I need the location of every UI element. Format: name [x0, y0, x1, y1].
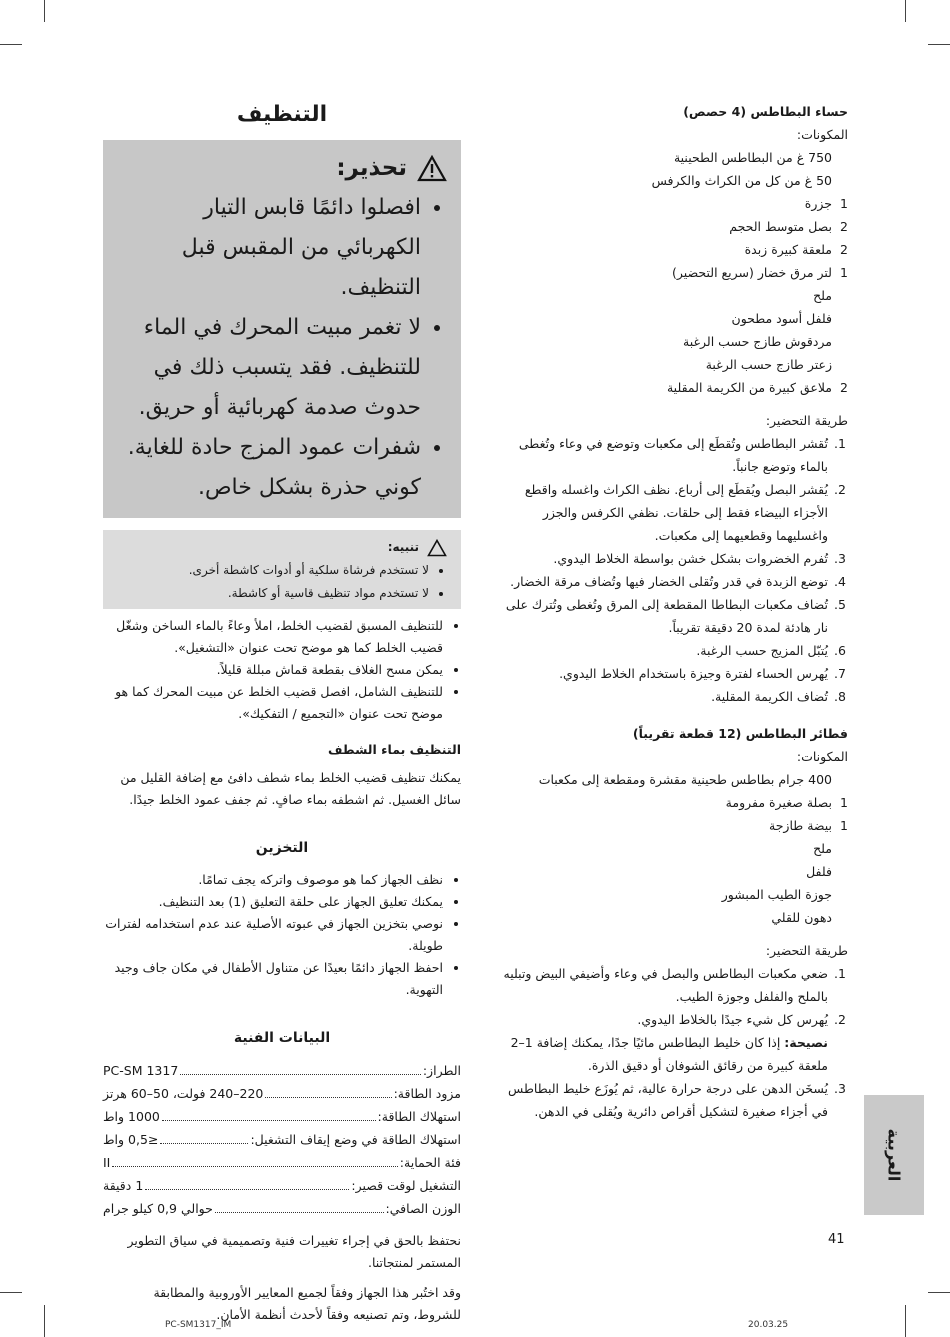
crop-mark: [0, 44, 22, 45]
ingredient-item: 1 جزرة: [804, 196, 848, 211]
storage-item: • نظف الجهاز كما هو موصوف واتركه يجف تمامًا.: [103, 869, 443, 891]
step-item: 3. تُفرم الخضروات بشكل خشن بواسطة الخلاط اليدوي.: [492, 547, 830, 570]
cleaning-item: • يمكن مسح الغلاف بقطعة قماش مبللة قليلاً.: [103, 659, 443, 681]
pancakes-steps: [492, 962, 848, 1123]
note-item: • لا تستخدم مواد تنظيف قاسية أو كاشطة.: [117, 582, 429, 605]
warning-list: [117, 188, 447, 508]
language-tab: [864, 1095, 924, 1215]
crop-mark: [905, 0, 906, 22]
soup-title: حساء البطاطس (4 حصص): [683, 104, 848, 119]
rinse-title: التنظيف بماء الشطف: [328, 742, 461, 757]
ingredient-item: 1 بصلة صغيرة مفرومة: [725, 795, 848, 810]
step-item: 5. تُضاف مكعبات البطاطا المقطعة إلى المرق وتُغطى وتُترك على نار هادئة لمدة 20 دقيقة تقريباً.: [492, 593, 830, 639]
note-header: [117, 536, 447, 559]
pancakes-title: فطائر البطاطس (12 قطعة تقريباً): [632, 726, 848, 741]
cleaning-item: • للتنظيف الشامل، افصل قضيب الخلط عن مبيت المحرك كما هو موضح تحت عنوان «التجميع / التفكيك».: [103, 681, 443, 725]
soup-prep-label: طريقة التحضير:: [765, 413, 848, 428]
step-item: 4. توضع الزبدة في قدر وتُقلى الخضار فيها وتُضاف مرقة الخضار.: [492, 570, 830, 593]
step-item: 3. يُسخَن الدهن على درجة حرارة عالية، ثم يُوزَع خليط البطاطس في أجزاء صغيرة لتشكيل أقراص دائرية ويُقلى في الدهن.: [492, 1077, 830, 1123]
step-item: 1. تُقشر البطاطس وتُقطَع إلى مكعبات وتوضع في وعاء وتُغطى بالماء وتوضع جانباً.: [492, 432, 830, 478]
ingredient-item: ملح: [813, 841, 832, 856]
spec-row: استهلاك الطاقة في وضع إيقاف التشغيل: ≤0,5 واط: [103, 1132, 461, 1147]
soup-steps: [492, 432, 848, 708]
ingredient-item: مردقوش طازج حسب الرغبة: [683, 334, 832, 349]
rinse-text: يمكنك تنظيف قضيب الخلط بماء شطف دافئ مع إضافة القليل من سائل الغسيل. ثم اشطفه بماء صافٍ. ثم جفف عمود الخلط جيدًا.: [120, 770, 461, 807]
ingredient-item: زعتر طازج حسب الرغبة: [705, 357, 832, 372]
step-text: يُهرس كل شيء جيدًا بالخلاط اليدوي.: [637, 1012, 828, 1027]
ingredient-item: 2 بصل متوسط الحجم: [729, 219, 848, 234]
pancakes-ingredients-label: المكونات:: [796, 749, 848, 764]
specs-title: البيانات الفنية: [233, 1030, 331, 1046]
warning-header: [117, 148, 447, 188]
storage-item: • احفظ الجهاز دائمًا بعيدًا عن متناول الأطفال في مكان جاف وجيد التهوية.: [103, 957, 443, 1001]
language-tab-label: العربية: [884, 1128, 904, 1182]
note-list: [117, 559, 447, 605]
ingredient-item: 50 غ من كل من الكراث والكرفس: [651, 173, 832, 188]
crop-mark: [928, 44, 950, 45]
cleaning-item: • للتنظيف المسبق لقضيب الخلط، املأ وعاءً بالماء الساخن وشغّل قضيب الخلط كما هو موضح تحت عنوان «التشغيل».: [103, 615, 443, 659]
spec-row: استهلاك الطاقة: 1000 واط: [103, 1109, 461, 1124]
ingredient-item: ملح: [813, 288, 832, 303]
recipes-column: [492, 100, 848, 1123]
ingredient-item: 750 غ من البطاطس الطحينية: [673, 150, 832, 165]
spec-row: فئة الحماية: II: [103, 1155, 461, 1170]
soup-ingredients-list: [492, 146, 848, 399]
step-item: 2. يُقشر البصل ويُقطَع إلى أرباع. نظف الكراث واغسله واقطع الأجزاء البيضاء فقط إلى حلقات. نظفي الكرفس والجزر واغسليهما وقطعيهما إلى مكعبات.: [492, 478, 830, 547]
crop-mark: [905, 1305, 906, 1337]
specs-note: وقد اختُبر هذا الجهاز وفقاً لجميع المعايير الأوروبية والمطابقة للشروط، وتم تصنيعه وفقاً لأحدث أنظمة الأمان.: [153, 1285, 461, 1322]
ingredient-item: دهون للقلي: [771, 910, 832, 925]
cleaning-title: التنظيف: [236, 102, 328, 127]
warning-item: • شفرات عمود المزج حادة للغاية. كوني حذرة بشكل خاص.: [117, 428, 421, 508]
spec-row: الوزن الصافي: حوالي 0,9 كيلو جرام: [103, 1201, 461, 1216]
crop-mark: [44, 0, 45, 22]
ingredient-item: 1 بيضة طازجة: [769, 818, 848, 833]
crop-mark: [0, 1292, 22, 1293]
pancakes-ingredients-list: [492, 768, 848, 929]
ingredient-item: 1 لتر مرق خضار (سريع التحضير): [672, 265, 848, 280]
step-item: 1. ضعي مكعبات البطاطس والبصل في وعاء وأضيفي البيض وتبليه بالملح والفلفل وجوزة الطيب.: [492, 962, 830, 1008]
step-item: [492, 1008, 830, 1077]
note-item: • لا تستخدم فرشاة سلكية أو أدوات كاشطة أخرى.: [117, 559, 429, 582]
cleaning-list: [103, 615, 461, 725]
cleaning-column: [103, 100, 461, 1326]
tip-text: إذا كان خليط البطاطس مائيًا جدًا، يمكنك إضافة 1–2 ملعقة كبيرة من رقائق الشوفان أو دقيق الذرة.: [510, 1035, 828, 1073]
ingredient-item: فلفل أسود مطحون: [731, 311, 832, 326]
page-number: 41: [828, 1232, 845, 1247]
crop-mark: [44, 1305, 45, 1337]
note-title: تنبيه:: [387, 540, 419, 554]
specs-note: نحتفظ بالحق في إجراء تغييرات فنية وتصميمية في سياق التطوير المستمر لمنتجاتنا.: [127, 1233, 461, 1270]
spec-row: التشغيل لوقت قصير: 1 دقيقة: [103, 1178, 461, 1193]
soup-ingredients-label: المكونات:: [796, 127, 848, 142]
warning-item: • افصلوا دائمًا قابس التيار الكهربائي من المقبس قبل التنظيف.: [117, 188, 421, 308]
tip-label: نصيحة:: [784, 1035, 828, 1050]
step-item: 6. يُتبّل المزيج حسب الرغبة.: [492, 639, 830, 662]
ingredient-item: فلفل: [806, 864, 832, 879]
spec-row: الطراز: PC-SM 1317: [103, 1063, 461, 1078]
warning-box: [103, 140, 461, 518]
ingredient-item: 2 ملاعق كبيرة من الكريمة المقلية: [666, 380, 848, 395]
storage-item: • يمكنك تعليق الجهاز على حلقة التعليق (1) بعد التنظيف.: [103, 891, 443, 913]
ingredient-item: جوزة الطيب المبشور: [721, 887, 832, 902]
storage-item: • نوصي بتخزين الجهاز في عبوته الأصلية عند عدم استخدامه لفترات طويلة.: [103, 913, 443, 957]
step-item: 8. تُضاف الكريمة المقلية.: [492, 685, 830, 708]
crop-mark: [928, 1292, 950, 1293]
ingredient-item: 400 جرام بطاطس طحينية مقشرة ومقطعة إلى مكعبات: [538, 772, 832, 787]
footer-date: 20.03.25: [748, 1320, 789, 1330]
caution-icon: [427, 539, 447, 557]
specs-table: [103, 1059, 461, 1220]
storage-list: [103, 869, 461, 1001]
note-box: [103, 530, 461, 609]
spec-row: مزود الطاقة: 220–240 فولت، 50–60 هرتز: [103, 1086, 461, 1101]
footer-document-id: PC-SM1317_IM: [165, 1320, 232, 1330]
warning-icon: [417, 155, 447, 182]
ingredient-item: 2 ملعقة كبيرة زبدة: [744, 242, 848, 257]
storage-title: التخزين: [255, 840, 309, 856]
pancakes-prep-label: طريقة التحضير:: [765, 943, 848, 958]
warning-title: تحذير:: [336, 155, 407, 181]
step-item: 7. يُهرس الحساء لفترة وجيزة باستخدام الخلاط اليدوي.: [492, 662, 830, 685]
warning-item: • لا تغمر مبيت المحرك في الماء للتنظيف. فقد يتسبب ذلك في حدوث صدمة كهربائية أو حريق.: [117, 308, 421, 428]
